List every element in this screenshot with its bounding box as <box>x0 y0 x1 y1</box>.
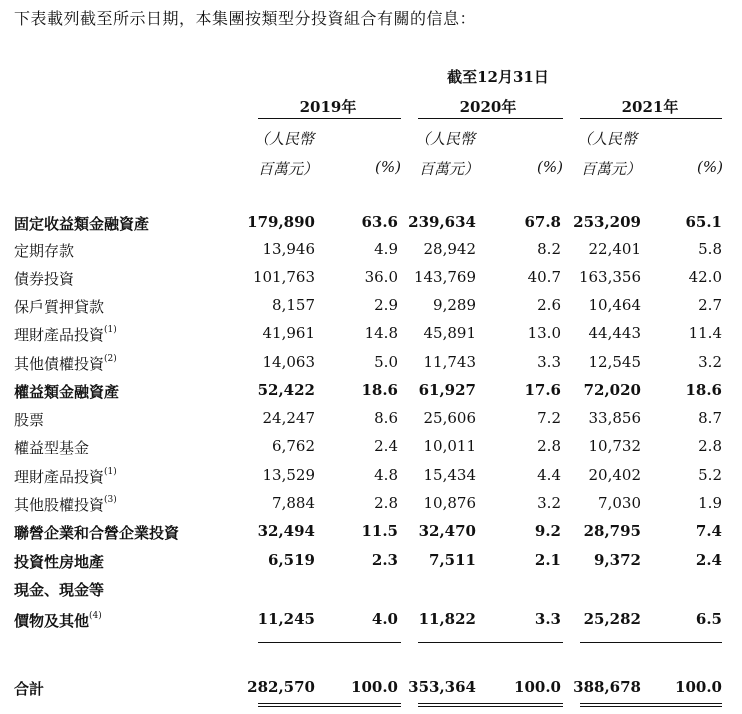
cell-2021-amount: 163,356 <box>578 268 641 286</box>
cell-2019-pct: 2.3 <box>371 551 398 569</box>
row-label-text: 價物及其他 <box>14 612 90 630</box>
cell-2021-pct: 1.9 <box>698 494 722 512</box>
row-label-text: 股票 <box>14 411 45 429</box>
total-2019-amount: 282,570 <box>247 678 315 696</box>
cell-2021-pct: 8.7 <box>698 409 722 427</box>
table-row <box>0 494 742 520</box>
footnote-marker: (1) <box>104 325 117 335</box>
cell-2019-pct: 5.0 <box>374 353 398 371</box>
cell-2021-pct: 5.8 <box>698 240 722 258</box>
cell-2020-amount: 15,434 <box>423 466 476 484</box>
cell-2021-amount: 33,856 <box>588 409 641 427</box>
row-label <box>14 381 119 402</box>
table-row <box>0 240 742 266</box>
table-row <box>0 353 742 379</box>
cell-2019-pct: 2.9 <box>374 296 398 314</box>
cell-2019-pct: 14.8 <box>364 324 398 342</box>
cell-2019-pct: 4.8 <box>374 466 398 484</box>
row-label <box>14 268 74 289</box>
cell-2019-amount: 6,762 <box>272 437 315 455</box>
row-label <box>14 409 44 430</box>
table-row <box>0 581 742 636</box>
cell-2020-pct: 2.1 <box>534 551 561 569</box>
cell-2020-amount: 9,289 <box>433 296 476 314</box>
table-row <box>0 409 742 435</box>
cell-2019-amount: 179,890 <box>247 213 315 231</box>
total-2021-pct: 100.0 <box>675 678 722 696</box>
cell-2020-pct: 7.2 <box>537 409 561 427</box>
cell-2020-amount: 10,011 <box>423 437 476 455</box>
row-label-text: 理財產品投資 <box>14 326 105 344</box>
cell-2021-amount: 44,443 <box>588 324 641 342</box>
cell-2021-amount: 253,209 <box>573 213 641 231</box>
period-header: 截至12月31日 <box>447 68 549 86</box>
cell-2019-amount: 24,247 <box>262 409 315 427</box>
total-label: 合計 <box>14 680 45 698</box>
year-2019-rule <box>258 118 401 119</box>
table-row <box>0 213 742 239</box>
footnote-marker: (1) <box>104 467 117 477</box>
cell-2021-amount: 9,372 <box>594 551 641 569</box>
row-label <box>14 610 102 631</box>
total-double-rule-2020-a <box>418 703 563 704</box>
table-row <box>0 437 742 463</box>
row-label-line1: 現金、現金等 <box>14 581 105 599</box>
row-label-text: 固定收益類金融資產 <box>14 215 150 233</box>
cell-2020-pct: 40.7 <box>527 268 561 286</box>
cell-2021-amount: 28,795 <box>583 522 641 540</box>
unit-2019-line2: 百萬元） <box>258 160 319 178</box>
cell-2019-amount: 101,763 <box>252 268 315 286</box>
cell-2020-pct: 13.0 <box>527 324 561 342</box>
footnote-marker: (3) <box>104 495 117 505</box>
total-double-rule-2019-a <box>258 703 401 704</box>
cell-2019-amount: 13,529 <box>262 466 315 484</box>
table-row <box>0 522 742 548</box>
cell-2019-pct: 8.6 <box>374 409 398 427</box>
cell-2020-amount: 143,769 <box>413 268 476 286</box>
year-2020-rule <box>418 118 563 119</box>
cell-2021-amount: 7,030 <box>598 494 641 512</box>
row-label-text: 投資性房地產 <box>14 553 105 571</box>
cell-2019-pct: 2.8 <box>374 494 398 512</box>
table-row <box>0 268 742 294</box>
cell-2020-pct: 67.8 <box>524 213 561 231</box>
cell-2020-amount: 28,942 <box>423 240 476 258</box>
cell-2020-pct: 2.8 <box>537 437 561 455</box>
total-double-rule-2021-a <box>580 703 722 704</box>
cell-2019-amount: 8,157 <box>272 296 315 314</box>
total-double-rule-2019-b <box>258 706 401 707</box>
unit-2021-line1: （人民幣 <box>577 130 638 148</box>
cell-2021-pct: 2.4 <box>695 551 722 569</box>
row-label <box>14 324 117 345</box>
pct-2021-header: (%) <box>697 158 723 176</box>
cell-2020-pct: 2.6 <box>537 296 561 314</box>
cell-2021-amount: 25,282 <box>583 610 641 628</box>
pct-2020-header: (%) <box>537 158 563 176</box>
cell-2020-amount: 25,606 <box>423 409 476 427</box>
cell-2021-pct: 11.4 <box>688 324 722 342</box>
cell-2021-amount: 10,732 <box>588 437 641 455</box>
cell-2021-pct: 6.5 <box>695 610 722 628</box>
cell-2021-pct: 7.4 <box>695 522 722 540</box>
row-label <box>14 213 149 234</box>
cell-2019-pct: 36.0 <box>364 268 398 286</box>
row-label-text: 聯營企業和合營企業投資 <box>14 524 180 542</box>
row-label-text: 定期存款 <box>14 242 75 260</box>
total-double-rule-2020-b <box>418 706 563 707</box>
cell-2020-pct: 9.2 <box>534 522 561 540</box>
row-label-text: 其他股權投資 <box>14 496 105 514</box>
footnote-marker: (4) <box>89 611 102 621</box>
cell-2021-pct: 2.7 <box>698 296 722 314</box>
cell-2019-amount: 13,946 <box>262 240 315 258</box>
cell-2021-amount: 12,545 <box>588 353 641 371</box>
year-2020-header: 2020年 <box>459 98 517 116</box>
cell-2021-pct: 65.1 <box>685 213 722 231</box>
cell-2021-pct: 3.2 <box>698 353 722 371</box>
row-label <box>14 437 89 458</box>
cell-2020-pct: 8.2 <box>537 240 561 258</box>
year-2021-header: 2021年 <box>621 98 679 116</box>
cell-2019-pct: 11.5 <box>361 522 398 540</box>
row-label <box>14 240 74 261</box>
total-2021-amount: 388,678 <box>573 678 641 696</box>
cell-2020-amount: 11,743 <box>423 353 476 371</box>
unit-2020-line2: 百萬元） <box>419 160 480 178</box>
total-2020-pct: 100.0 <box>514 678 561 696</box>
total-top-rule-2019 <box>258 642 401 643</box>
row-label <box>14 551 104 572</box>
cell-2021-pct: 5.2 <box>698 466 722 484</box>
total-2020-amount: 353,364 <box>408 678 476 696</box>
cell-2019-amount: 7,884 <box>272 494 315 512</box>
row-label <box>14 353 117 374</box>
unit-2020-line1: （人民幣 <box>415 130 476 148</box>
cell-2021-pct: 42.0 <box>688 268 722 286</box>
cell-2019-amount: 32,494 <box>257 522 315 540</box>
year-2021-rule <box>580 118 722 119</box>
cell-2020-amount: 61,927 <box>418 381 476 399</box>
table-row <box>0 466 742 492</box>
row-label-text: 權益型基金 <box>14 439 90 457</box>
cell-2020-pct: 3.3 <box>537 353 561 371</box>
row-label <box>14 466 117 487</box>
cell-2019-amount: 52,422 <box>257 381 315 399</box>
cell-2019-pct: 4.9 <box>374 240 398 258</box>
cell-2019-amount: 6,519 <box>268 551 315 569</box>
cell-2020-amount: 11,822 <box>418 610 476 628</box>
total-top-rule-2021 <box>580 642 722 643</box>
cell-2019-pct: 63.6 <box>361 213 398 231</box>
row-label-text: 保戶質押貸款 <box>14 298 105 316</box>
total-row <box>0 678 742 704</box>
row-label <box>14 494 117 515</box>
row-label-text: 債券投資 <box>14 270 75 288</box>
cell-2019-pct: 2.4 <box>374 437 398 455</box>
row-label-text: 其他債權投資 <box>14 355 105 373</box>
row-label-text: 權益類金融資產 <box>14 383 120 401</box>
table-row <box>0 324 742 350</box>
row-label-text: 理財產品投資 <box>14 468 105 486</box>
table-row <box>0 551 742 577</box>
cell-2021-amount: 20,402 <box>588 466 641 484</box>
cell-2020-amount: 45,891 <box>423 324 476 342</box>
row-label <box>14 522 179 543</box>
total-top-rule-2020 <box>418 642 563 643</box>
intro-text: 下表載列截至所示日期，本集團按類型分投資組合有關的信息： <box>14 9 477 28</box>
footnote-marker: (2) <box>104 354 117 364</box>
cell-2020-amount: 10,876 <box>423 494 476 512</box>
cell-2019-pct: 18.6 <box>361 381 398 399</box>
cell-2020-amount: 32,470 <box>418 522 476 540</box>
cell-2019-amount: 11,245 <box>257 610 315 628</box>
cell-2020-pct: 3.3 <box>534 610 561 628</box>
cell-2020-pct: 4.4 <box>537 466 561 484</box>
cell-2019-amount: 14,063 <box>262 353 315 371</box>
pct-2019-header: (%) <box>375 158 401 176</box>
table-row <box>0 296 742 322</box>
cell-2021-amount: 72,020 <box>583 381 641 399</box>
table-row <box>0 381 742 407</box>
cell-2019-amount: 41,961 <box>262 324 315 342</box>
total-double-rule-2021-b <box>580 706 722 707</box>
cell-2020-pct: 3.2 <box>537 494 561 512</box>
cell-2021-pct: 2.8 <box>698 437 722 455</box>
total-2019-pct: 100.0 <box>351 678 398 696</box>
cell-2020-pct: 17.6 <box>524 381 561 399</box>
cell-2019-pct: 4.0 <box>371 610 398 628</box>
unit-2019-line1: （人民幣 <box>254 130 315 148</box>
cell-2021-amount: 10,464 <box>588 296 641 314</box>
cell-2021-pct: 18.6 <box>685 381 722 399</box>
cell-2021-amount: 22,401 <box>588 240 641 258</box>
row-label <box>14 296 104 317</box>
year-2019-header: 2019年 <box>299 98 357 116</box>
cell-2020-amount: 7,511 <box>429 551 476 569</box>
unit-2021-line2: 百萬元） <box>581 160 642 178</box>
cell-2020-amount: 239,634 <box>408 213 476 231</box>
